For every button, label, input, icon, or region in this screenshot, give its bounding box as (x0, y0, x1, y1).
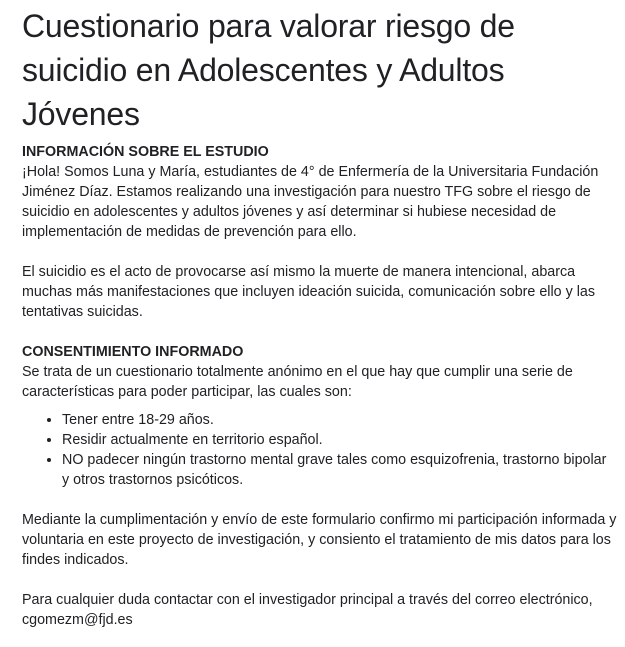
paragraph-spacer (22, 322, 617, 342)
requirement-item-health: • NO padecer ningún trastorno mental grave tales como esquizofrenia, trastorno bipolar y otros trastornos psicóticos. (62, 450, 617, 490)
paragraph-spacer (22, 242, 617, 262)
info-paragraph: ¡Hola! Somos Luna y María, estudiantes de 4° de Enfermería de la Universitaria Fundación Jiménez Díaz. Estamos realizando una investigación para nuestro TFG sobre el riesgo de suicidio en adolescentes y adultos jóvenes y así determinar si hubiese necesidad de implementación de medidas de prevención para ello. (22, 164, 599, 240)
definition-paragraph: El suicidio es el acto de provocarse así mismo la muerte de manera intencional, abarca muchas más manifestaciones que incluyen ideación suicida, comunicación sobre ello y las tentativas suicidas. (22, 264, 595, 320)
form-description (22, 142, 617, 630)
info-section-heading: INFORMACIÓN SOBRE EL ESTUDIO (22, 144, 269, 160)
contact-email: cgomezm@fjd.es (22, 612, 133, 628)
requirements-list (22, 410, 617, 490)
paragraph-spacer (22, 490, 617, 510)
consent-statement: Mediante la cumplimentación y envío de este formulario confirmo mi participación informada y voluntaria en este proyecto de investigación, y consiento el tratamiento de mis datos para los findes indicados. (22, 512, 617, 568)
form-title: Cuestionario para valorar riesgo de suicidio en Adolescentes y Adultos Jóvenes (22, 8, 515, 132)
consent-intro: Se trata de un cuestionario totalmente anónimo en el que hay que cumplir una serie de características para poder participar, las cuales son: (22, 364, 573, 400)
paragraph-spacer (22, 570, 617, 590)
contact-paragraph (22, 590, 617, 630)
consent-section-heading: CONSENTIMIENTO INFORMADO (22, 344, 244, 360)
requirement-item-age: • Tener entre 18-29 años. (62, 410, 617, 430)
contact-text: Para cualquier duda contactar con el investigador principal a través del correo electrónico, (22, 592, 593, 608)
requirement-item-residence: • Residir actualmente en territorio español. (62, 430, 617, 450)
